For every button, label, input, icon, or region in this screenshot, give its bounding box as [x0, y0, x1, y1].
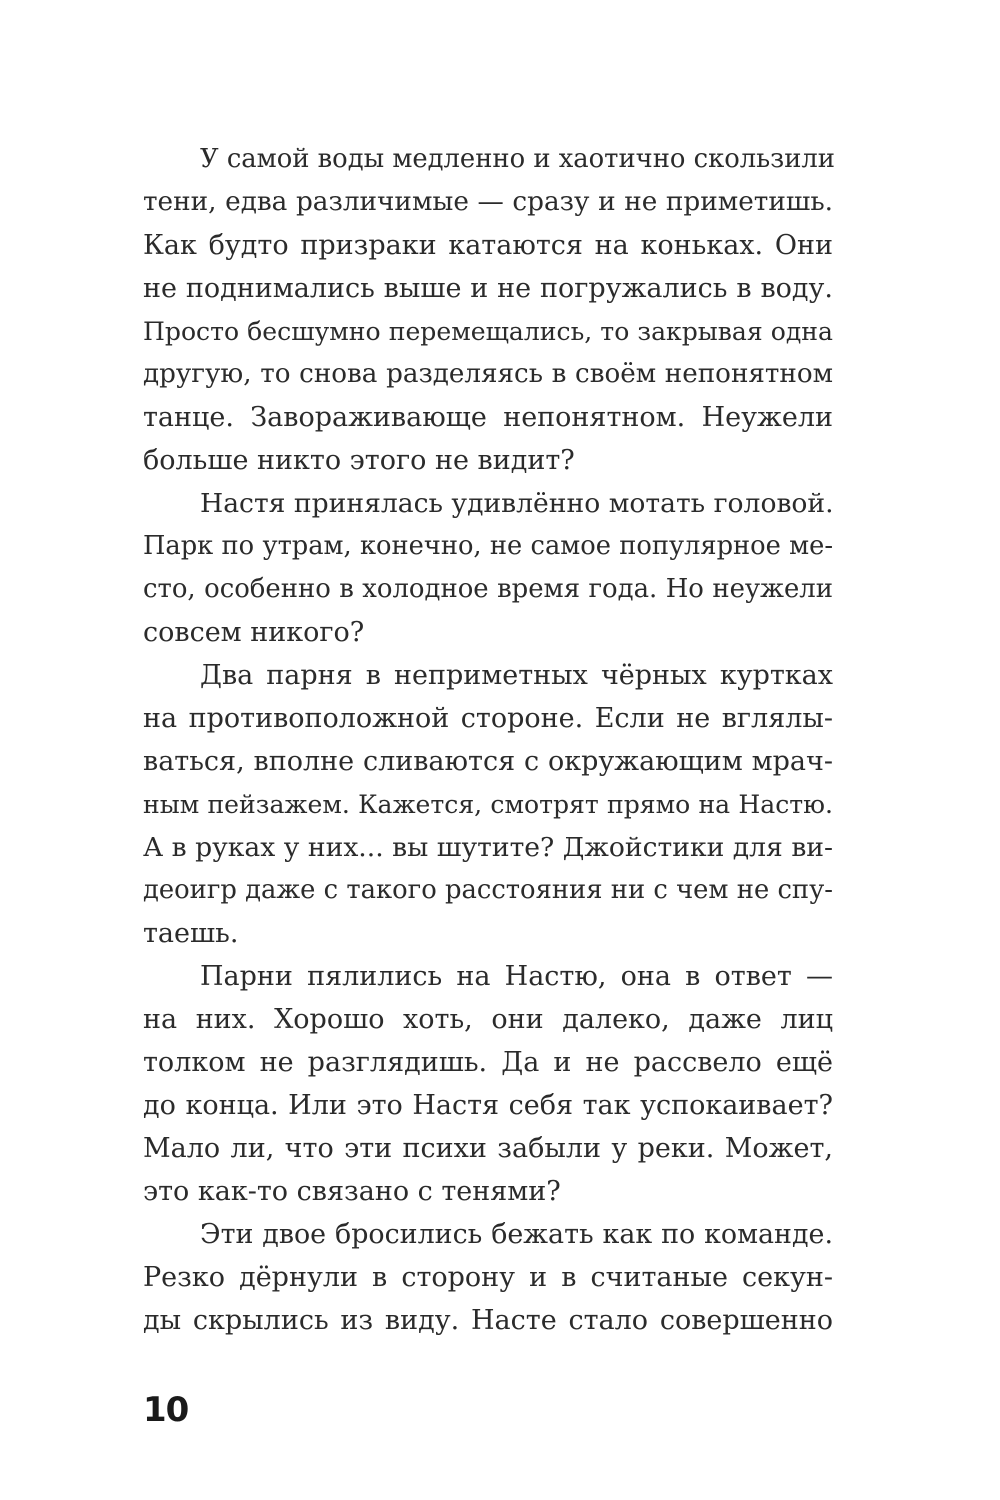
text-line: деоигр даже с такого расстояния ни с чем не спу- [143, 875, 833, 905]
paragraph-5 [143, 1213, 833, 1342]
text-line: ды скрылись из виду. Насте стало совершенно [143, 1305, 833, 1336]
text-line: сто, особенно в холодное время года. Но неужели [143, 574, 833, 604]
text-line: А в руках у них... вы шутите? Джойстики для ви- [143, 832, 833, 863]
text-line: ваться, вполне сливаются с окружающим мрач- [143, 746, 833, 777]
text-line: Резко дёрнули в сторону и в считаные секун- [143, 1262, 833, 1293]
text-line: совсем никого? [143, 617, 365, 648]
paragraph-3 [143, 654, 833, 955]
text-line: больше никто этого не видит? [143, 445, 575, 476]
body-text [143, 138, 833, 1342]
paragraph-4 [143, 955, 833, 1213]
paragraph-1 [143, 138, 833, 482]
text-line: Парк по утрам, конечно, не самое популярное ме- [143, 531, 833, 561]
text-line: Как будто призраки катаются на коньках. Они [143, 230, 833, 261]
text-line: это как-то связано с тенями? [143, 1176, 561, 1207]
text-line: ным пейзажем. Кажется, смотрят прямо на Настю. [143, 790, 833, 819]
text-line: У самой воды медленно и хаотично скользили [200, 144, 835, 174]
text-line: Два парня в неприметных чёрных куртках [200, 660, 833, 691]
paragraph-2 [143, 482, 833, 654]
text-line: толком не разглядишь. Да и не рассвело ещё [143, 1047, 833, 1078]
text-line: не поднимались выше и не погружались в воду. [143, 273, 833, 304]
text-line: Эти двое бросились бежать как по команде. [200, 1219, 833, 1250]
text-line: тени, едва различимые — сразу и не приметишь. [143, 187, 833, 217]
text-line: таешь. [143, 918, 239, 949]
text-line: на противоположной стороне. Если не вглялы- [143, 703, 833, 734]
text-line: Парни пялились на Настю, она в ответ — [200, 961, 833, 992]
text-line: Настя принялась удивлённо мотать головой. [200, 488, 834, 519]
text-line: танце. Завораживающе непонятном. Неужели [143, 402, 833, 433]
text-line: до конца. Или это Настя себя так успокаивает? [143, 1090, 833, 1121]
text-line: Просто бесшумно перемещались, то закрывая одна [143, 317, 833, 346]
text-line: на них. Хорошо хоть, они далеко, даже лиц [143, 1004, 833, 1035]
text-line: Мало ли, что эти психи забыли у реки. Может, [143, 1133, 833, 1164]
text-line: другую, то снова разделяясь в своём непонятном [143, 359, 833, 389]
page-number: 10 [143, 1390, 189, 1430]
